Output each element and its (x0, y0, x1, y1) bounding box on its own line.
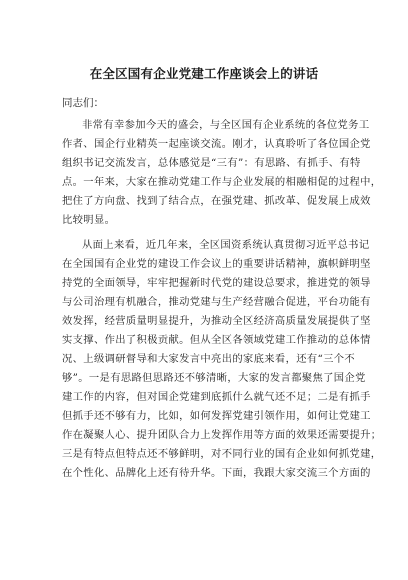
text-line: 持党的全面领导，牢牢把握新时代党的建设总要求，推进党的领导 (62, 277, 371, 289)
text-line: 从面上来看，近几年来，全区国资系统认真贯彻习近平总书记 (82, 239, 370, 251)
text-line: 够”。一是有思路但思路还不够清晰，大家的发言都聚焦了国企党 (62, 372, 366, 384)
text-line: 效发挥，经营质量明显提升，为推动全区经济高质量发展提供了坚 (62, 315, 371, 327)
salutation: 同志们： (62, 97, 104, 109)
text-line: 点。一年来，大家在推动党建工作与企业发展的相融相促的过程中， (62, 176, 382, 188)
text-line: 非常有幸参加今天的盛会，与全区国有企业系统的各位党务工 (82, 119, 370, 131)
text-line: 但抓手还不够有力，比如，如何发挥党建引领作用，如何让党建工 (62, 410, 371, 422)
paragraph-2 (62, 236, 382, 483)
text-line: 把住了方向盘、找到了结合点，在强党建、抓改革、促发展上成效 (62, 195, 371, 207)
text-line: 组织书记交流发言，总体感觉是“三有”：有思路、有抓手、有特 (62, 157, 361, 169)
paragraph-1 (62, 116, 382, 230)
text-line: 况、上级调研督导和大家发言中亮出的家底来看，还有“三个不 (62, 353, 356, 365)
text-line: 与公司治理有机融合，推动党建与生产经营融合促进，平台功能有 (62, 296, 371, 308)
text-line: 建工作的内容，但对国企党建到底抓什么就气还不足；二是有抓手 (62, 391, 371, 403)
text-line: 比较明显。 (62, 214, 116, 226)
document-body (62, 116, 382, 489)
text-line: 三是有特点但特点还不够鲜明，对不同行业的国有企业如何抓党建， (62, 448, 382, 460)
text-line: 在个性化、品牌化上还有待升华。下面，我跟大家交流三个方面的 (62, 467, 371, 479)
text-line: 作者、国企行业精英一起座谈交流。刚才，认真聆听了各位国企党 (62, 138, 371, 150)
text-line: 在全国国有企业党的建设工作会议上的重要讲话精神，旗帜鲜明坚 (62, 258, 371, 270)
text-line: 实支撑、作出了积极贡献。但从全区各领域党建工作推动的总体情 (62, 334, 371, 346)
text-line: 作在凝聚人心、提升团队合力上发挥作用等方面的效果还需要提升； (62, 429, 382, 441)
document-title: 在全区国有企业党建工作座谈会上的讲话 (89, 66, 319, 81)
